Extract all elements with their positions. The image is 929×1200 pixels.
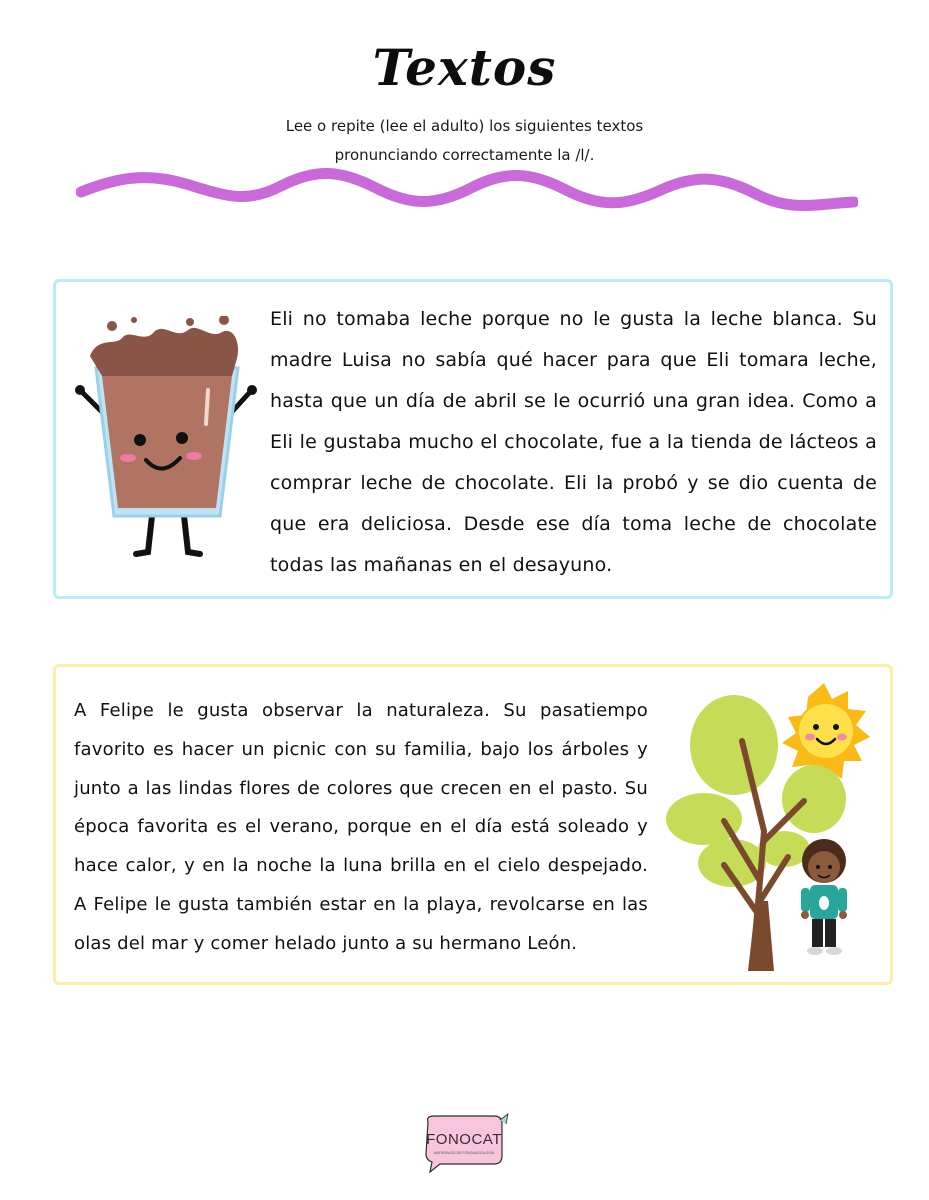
instructions [180, 112, 749, 170]
story-text-nature: A Felipe le gusta observar la naturaleza. Su pasatiempo favorito es hacer un picnic con su familia, bajo los árboles y junto a las lindas flores de colores que crecen en el pasto. Su época favorita es el verano, porque en el día está soleado y hace calor, y en la noche la luna brilla en el cielo despejado. A Felipe le gusta también estar en la playa, revolcarse en las olas del mar y comer helado junto a su hermano León. [74, 700, 648, 954]
instructions-line-1: Lee o repite (lee el adulto) los siguientes textos [285, 117, 644, 135]
tree-sun-boy-icon [664, 681, 876, 971]
story-text-milk: Eli no tomaba leche porque no le gusta la leche blanca. Su madre Luisa no sabía qué hacer para que Eli tomara leche, hasta que un día de abril se le ocurrió una gran idea. Como a Eli le gustaba mucho el chocolate, fue a la tienda de lácteos a comprar leche de chocolate. Eli la probó y se dio cuenta de que era deliciosa. Desde ese día toma leche de chocolate todas las mañanas en el desayuno. [270, 308, 877, 576]
svg-text:MATERIALES DE FONOAUDIOLOGÍA: MATERIALES DE FONOAUDIOLOGÍA [433, 1151, 495, 1155]
page-title: Textos [372, 38, 557, 97]
sun-icon [782, 683, 870, 781]
decorative-wave [76, 168, 858, 216]
story-card-milk [53, 279, 893, 599]
chocolate-milk-icon [72, 316, 264, 564]
instructions-line-2: pronunciando correctamente la /l/. [334, 146, 595, 164]
story-card-nature [53, 664, 893, 985]
fonocat-logo [420, 1112, 510, 1174]
svg-text:FONOCAT: FONOCAT [426, 1131, 502, 1148]
boy-icon [801, 839, 847, 955]
